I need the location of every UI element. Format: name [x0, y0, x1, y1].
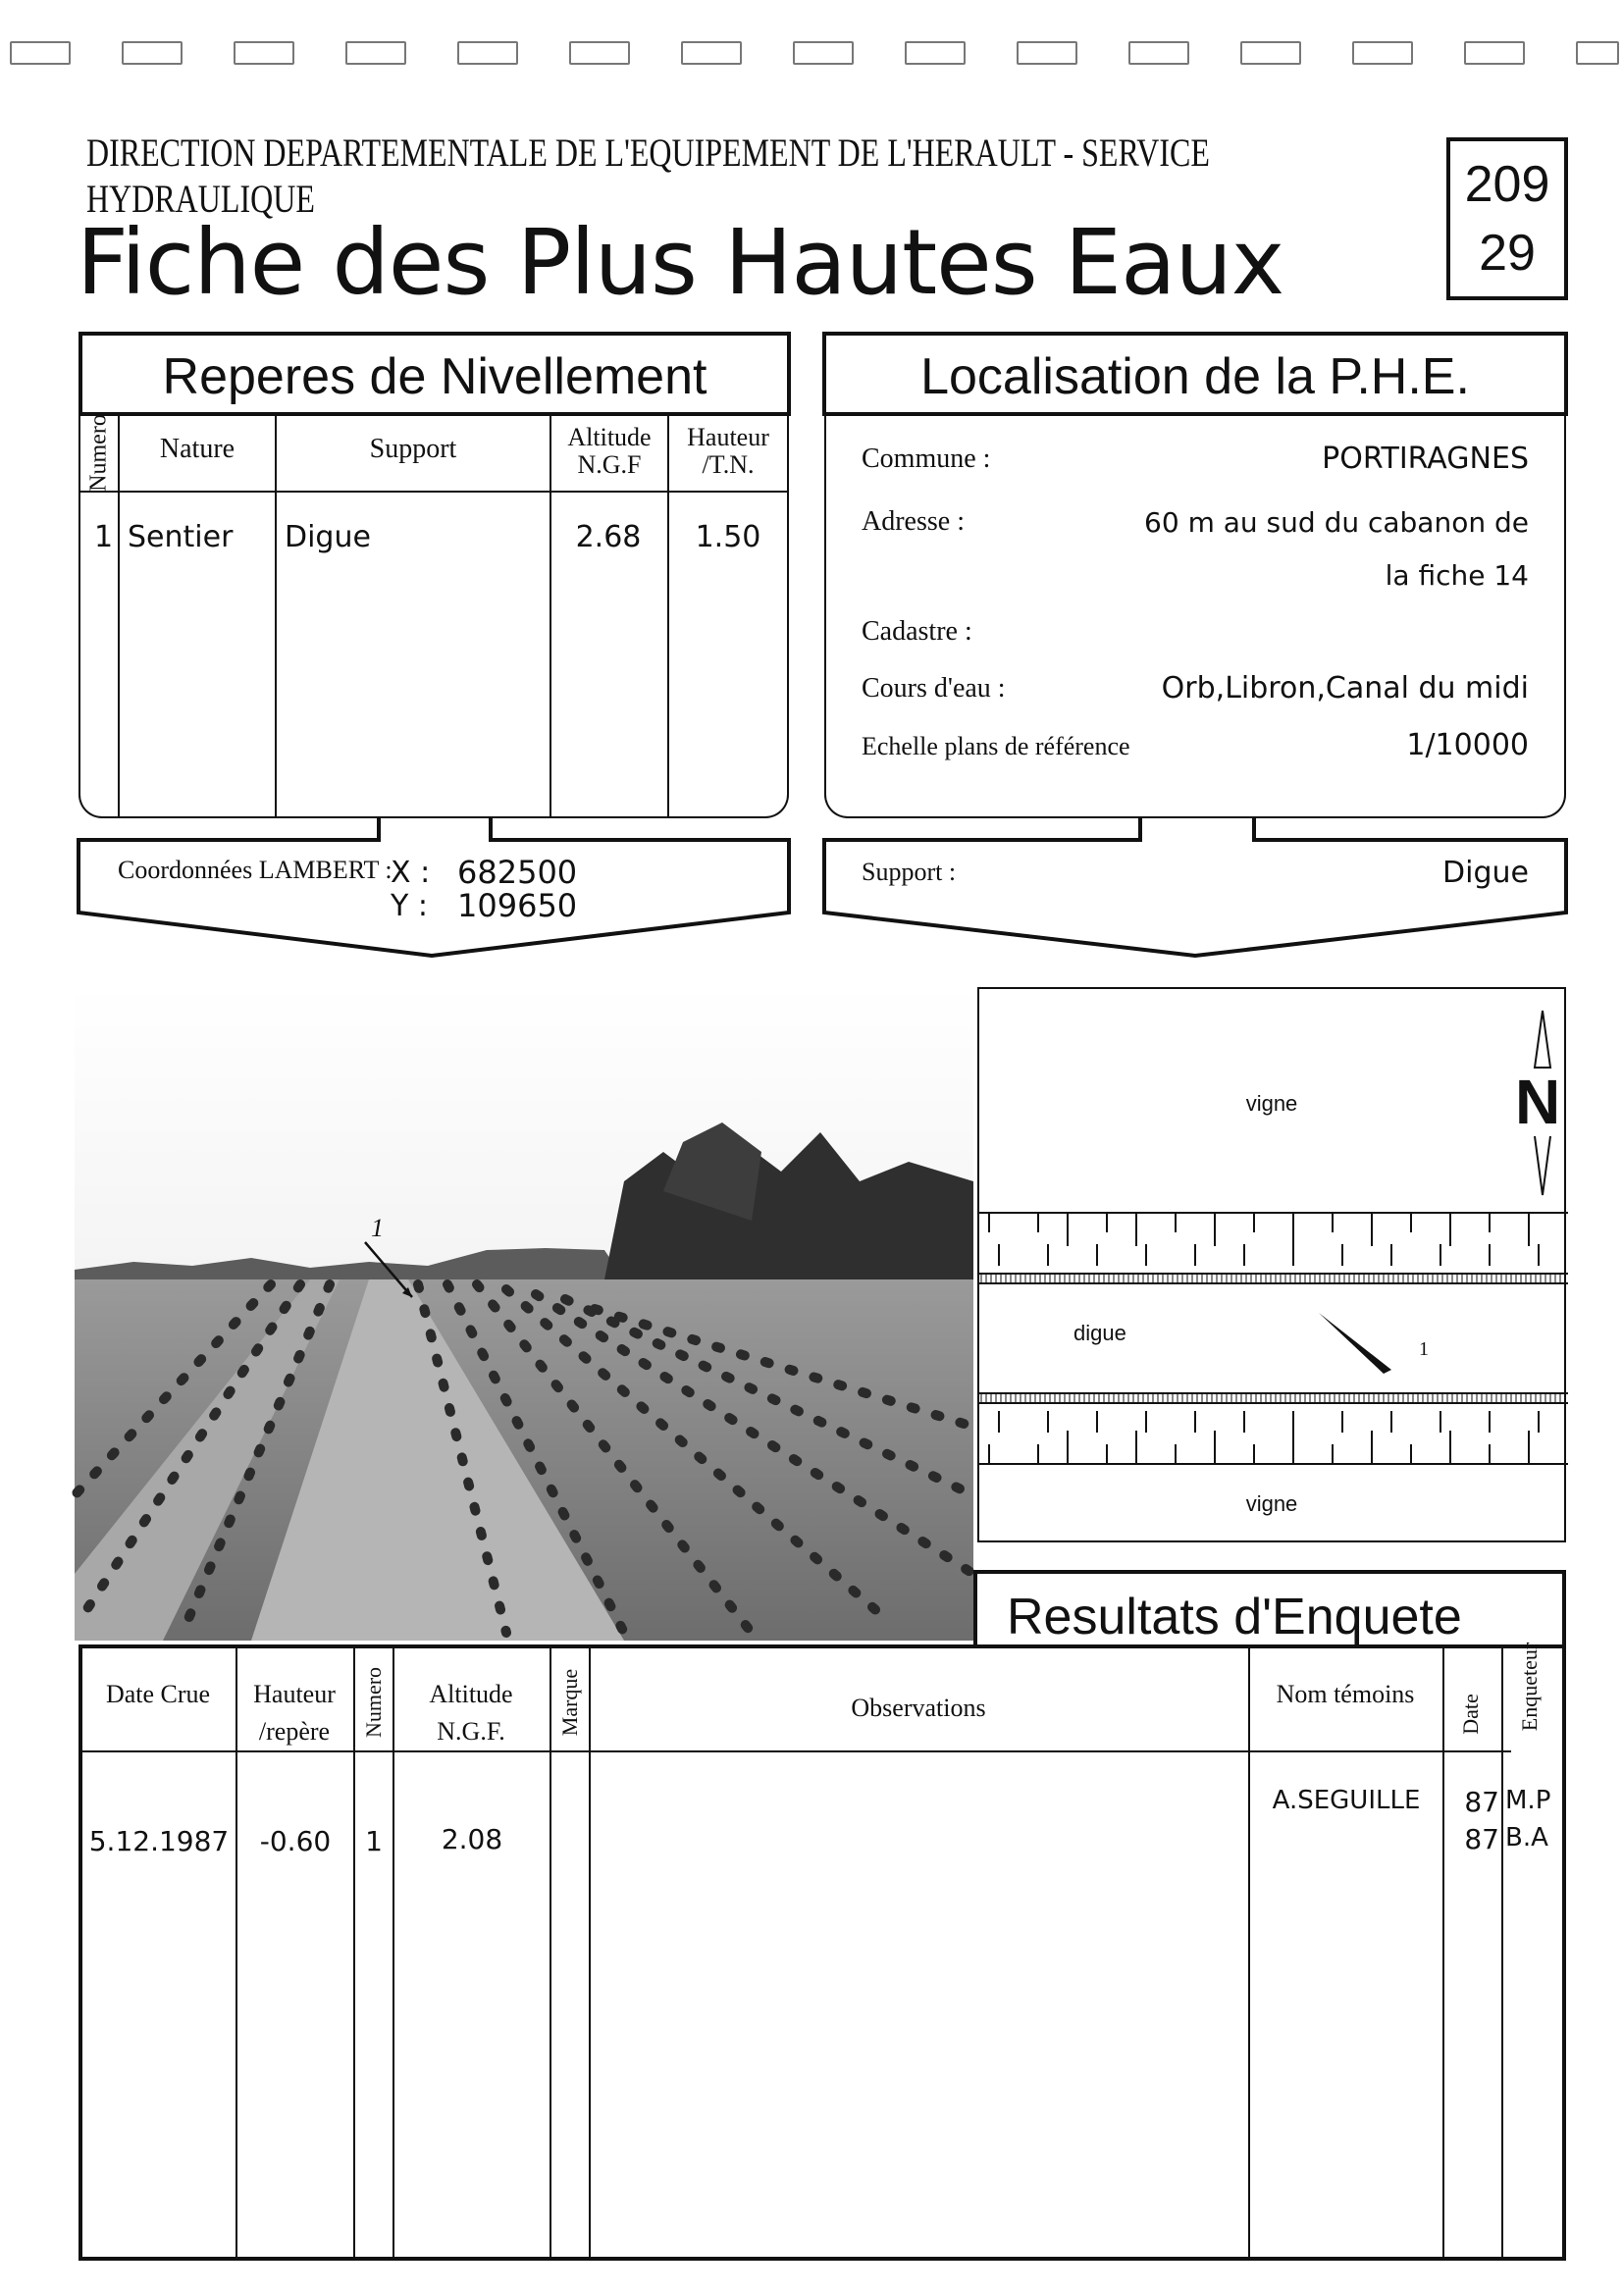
page-title: Fiche des Plus Hautes Eaux — [77, 210, 1284, 315]
result-hauteur: -0.60 — [259, 1825, 332, 1857]
col-header-hauteur: Hauteur /T.N. — [687, 423, 769, 479]
divider — [79, 491, 789, 493]
coordinates-banner — [75, 816, 797, 964]
adresse-label: Adresse : — [862, 506, 965, 537]
echelle-value: 1/10000 — [1406, 728, 1529, 762]
perforation — [1464, 41, 1525, 65]
plan-middle-label: digue — [1073, 1321, 1126, 1345]
support-label: Support : — [862, 858, 957, 886]
site-plan — [977, 987, 1566, 1542]
perforation — [234, 41, 294, 65]
divider — [667, 414, 669, 818]
divider — [1442, 1646, 1444, 2259]
plan-top-label: vigne — [1245, 1091, 1298, 1116]
support-banner — [818, 816, 1574, 964]
divider — [550, 414, 551, 818]
agency-text: DIRECTION DEPARTEMENTALE DE L'EQUIPEMENT DE L'HERAULT - SERVICE HYDRAULIQUE — [86, 130, 1210, 221]
result-numero: 1 — [365, 1825, 383, 1857]
col-header-nom: Nom témoins — [1276, 1680, 1415, 1708]
divider — [118, 414, 120, 818]
perforation — [905, 41, 966, 65]
echelle-label: Echelle plans de référence — [862, 732, 1130, 760]
divider — [550, 1646, 551, 2259]
col-header-numero: Numero — [361, 1666, 386, 1739]
divider — [589, 1646, 591, 2259]
y-label: Y : — [391, 889, 428, 923]
perforation — [1576, 41, 1619, 65]
reperes-title-box — [79, 332, 791, 416]
commune-value: PORTIRAGNES — [1322, 442, 1529, 476]
col-header-date: Date — [1458, 1694, 1483, 1735]
cours-label: Cours d'eau : — [862, 673, 1006, 704]
perforation — [1240, 41, 1301, 65]
repere-support: Digue — [285, 520, 371, 554]
perforation — [569, 41, 630, 65]
localisation-title-box — [822, 332, 1568, 416]
reperes-title: Reperes de Nivellement — [162, 348, 707, 405]
result-enqueteur-2: B.A — [1505, 1823, 1548, 1852]
plan-bottom-label: vigne — [1245, 1491, 1298, 1516]
perforation — [345, 41, 406, 65]
col-header-date-crue: Date Crue — [105, 1680, 211, 1708]
support-value: Digue — [1442, 856, 1529, 890]
site-photo — [75, 985, 973, 1641]
result-enqueteur-1: M.P — [1505, 1786, 1551, 1815]
repere-altitude: 2.68 — [575, 520, 642, 554]
y-value: 109650 — [457, 887, 578, 924]
sheet-number: 209 — [1464, 156, 1550, 213]
perforation — [10, 41, 71, 65]
x-label: X : — [391, 856, 431, 890]
resultats-title: Resultats d'Enquete — [1007, 1589, 1462, 1645]
divider — [353, 1646, 355, 2259]
result-date-2: 87 — [1464, 1823, 1499, 1855]
divider — [1501, 1646, 1503, 2259]
cours-value: Orb,Libron,Canal du midi — [1161, 671, 1529, 705]
adresse-line2: la fiche 14 — [1385, 559, 1529, 592]
col-header-nature: Nature — [159, 434, 236, 464]
perforation — [1352, 41, 1413, 65]
result-altitude: 2.08 — [441, 1823, 503, 1855]
divider — [1248, 1646, 1250, 2259]
cadastre-label: Cadastre : — [862, 616, 972, 647]
sheet-number-box — [1446, 137, 1568, 300]
commune-label: Commune : — [862, 444, 991, 474]
perforation — [457, 41, 518, 65]
col-header-enqueteur: Enqueteur — [1517, 1642, 1542, 1732]
perforation — [681, 41, 742, 65]
adresse-line1: 60 m au sud du cabanon de — [1144, 506, 1529, 539]
repere-hauteur: 1.50 — [695, 520, 761, 554]
col-header-marque: Marque — [557, 1668, 582, 1737]
divider — [79, 1750, 1511, 1752]
resultats-title-box — [973, 1570, 1566, 1648]
perforation — [1128, 41, 1189, 65]
col-header-altitude: Altitude N.G.F. — [429, 1680, 513, 1746]
sheet-sub-number: 29 — [1479, 225, 1536, 282]
repere-nature: Sentier — [128, 520, 234, 554]
localisation-title: Localisation de la P.H.E. — [920, 348, 1470, 405]
divider — [275, 414, 277, 818]
divider — [393, 1646, 394, 2259]
col-header-support: Support — [369, 434, 457, 464]
agency-header — [86, 130, 1421, 221]
repere-numero: 1 — [94, 520, 114, 554]
coordinates-label: Coordonnées LAMBERT : — [118, 856, 393, 884]
col-header-hauteur: Hauteur /repère — [253, 1680, 336, 1746]
north-label: N — [1515, 1067, 1561, 1137]
col-header-altitude: Altitude N.G.F — [567, 423, 652, 479]
col-header-numero: Numero — [85, 414, 112, 492]
perforation — [793, 41, 854, 65]
plan-marker: 1 — [1419, 1338, 1429, 1360]
x-value: 682500 — [457, 854, 578, 891]
perforation — [1017, 41, 1077, 65]
divider — [236, 1646, 237, 2259]
result-nom: A.SEGUILLE — [1272, 1786, 1421, 1815]
col-header-observations: Observations — [851, 1694, 986, 1722]
photo-marker: 1 — [371, 1214, 384, 1242]
result-date-1: 87 — [1464, 1786, 1499, 1818]
perforation — [122, 41, 183, 65]
result-date-crue: 5.12.1987 — [88, 1825, 230, 1857]
plan-drawing — [979, 989, 1568, 1544]
